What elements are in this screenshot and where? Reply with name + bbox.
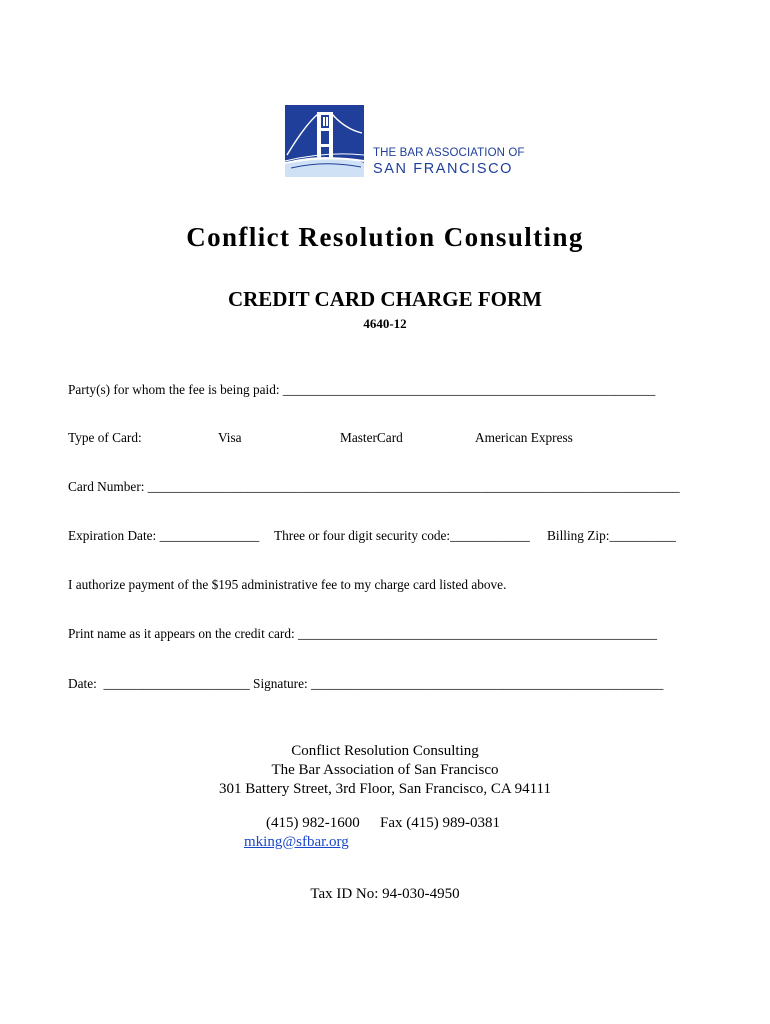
card-number-label: Card Number: <box>68 479 145 494</box>
date-signature-row <box>68 676 663 692</box>
card-number-field <box>68 479 680 495</box>
signature-input-line[interactable]: _____________________________________________________ <box>311 676 664 691</box>
expiration-field <box>68 528 259 544</box>
footer-association: The Bar Association of San Francisco <box>271 762 499 778</box>
date-label: Date: <box>68 676 97 691</box>
party-label: Party(s) for whom the fee is being paid: <box>68 382 280 397</box>
print-name-input-line[interactable]: ______________________________________________________ <box>298 626 658 641</box>
footer-phone: (415) 982-1600 <box>266 815 360 831</box>
footer-tax-id: Tax ID No: 94-030-4950 <box>310 886 460 902</box>
billing-zip-label: Billing Zip: <box>547 528 610 543</box>
print-name-field <box>68 626 657 642</box>
footer-fax: Fax (415) 989-0381 <box>380 815 500 831</box>
form-number: 4640-12 <box>363 316 407 331</box>
security-code-input-line[interactable]: ____________ <box>450 528 530 543</box>
signature-label: Signature: <box>253 676 308 691</box>
expiration-label: Expiration Date: <box>68 528 157 543</box>
bar-association-logo <box>285 105 364 177</box>
party-input-line[interactable]: ________________________________________________________ <box>282 382 656 397</box>
footer-org: Conflict Resolution Consulting <box>291 743 479 759</box>
security-code-field <box>274 528 530 544</box>
card-option-american-express[interactable]: American Express <box>475 430 573 445</box>
date-input-line[interactable]: ______________________ <box>103 676 250 691</box>
billing-zip-input-line[interactable]: __________ <box>609 528 676 543</box>
footer-address: 301 Battery Street, 3rd Floor, San Francisco, CA 94111 <box>219 781 551 797</box>
footer-email-link[interactable]: mking@sfbar.org <box>244 834 349 850</box>
party-field <box>68 382 655 398</box>
logo-org-line1: THE BAR ASSOCIATION OF <box>373 147 525 159</box>
card-number-input-line[interactable]: ________________________________________________________________________________ <box>147 479 680 494</box>
print-name-label: Print name as it appears on the credit card: <box>68 626 295 641</box>
billing-zip-field <box>547 528 676 544</box>
authorization-text: I authorize payment of the $195 administrative fee to my charge card listed above. <box>68 577 507 592</box>
form-title: CREDIT CARD CHARGE FORM <box>227 287 543 311</box>
document-title: Conflict Resolution Consulting <box>186 222 584 252</box>
security-code-label: Three or four digit security code: <box>274 528 451 543</box>
card-option-mastercard[interactable]: MasterCard <box>340 430 403 445</box>
logo-org-line2: SAN FRANCISCO <box>373 161 514 177</box>
card-type-label: Type of Card: <box>68 430 142 445</box>
card-option-visa[interactable]: Visa <box>218 430 242 445</box>
expiration-input-line[interactable]: _______________ <box>159 528 260 543</box>
